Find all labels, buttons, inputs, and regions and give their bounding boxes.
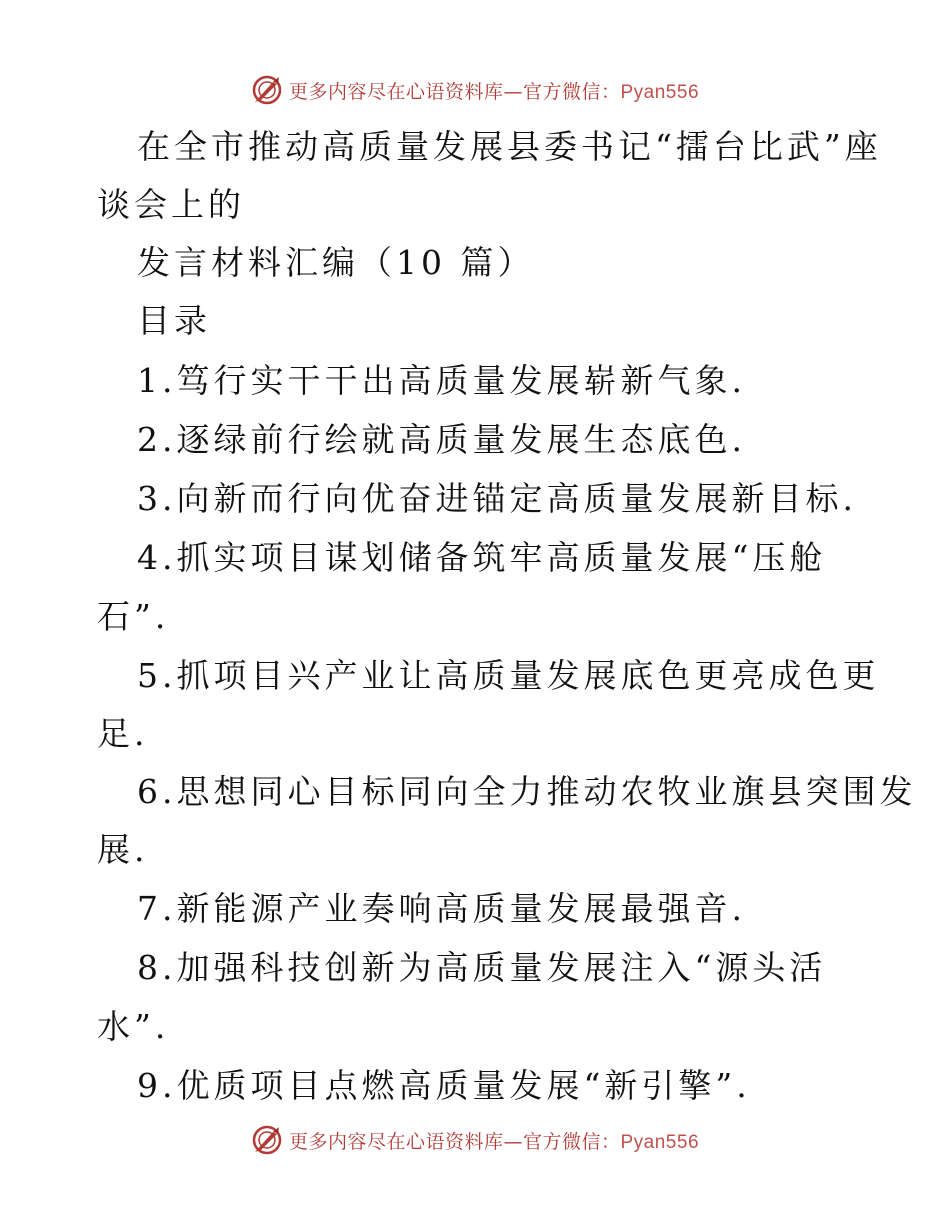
toc-item-continuation: 足. (97, 714, 149, 753)
toc-item-continuation: 水”. (97, 1007, 170, 1046)
watermark-handle: Pyan556 (620, 81, 700, 103)
watermark-handle: Pyan556 (620, 1131, 700, 1153)
title-line-2: 谈会上的 (97, 185, 245, 224)
title-line-1: 在全市推动高质量发展县委书记“擂台比武”座 (137, 127, 882, 166)
toc-heading: 目录 (137, 301, 211, 340)
quill-logo-icon (251, 74, 283, 106)
toc-item: 1.笃行实干干出高质量发展崭新气象. (137, 361, 746, 400)
toc-item: 7.新能源产业奏响高质量发展最强音. (137, 889, 746, 928)
watermark-text: 更多内容尽在心语资料库 (288, 1130, 504, 1153)
toc-item-continuation: 石”. (97, 597, 170, 636)
header-watermark (0, 70, 950, 110)
watermark-separator: — (503, 80, 523, 103)
watermark-text: 更多内容尽在心语资料库 (288, 80, 504, 103)
toc-item-continuation: 展. (97, 830, 149, 869)
quill-logo-icon (251, 1124, 283, 1156)
toc-item: 6.思想同心目标同向全力推动农牧业旗县突围发 (137, 772, 917, 811)
toc-item: 4.抓实项目谋划储备筑牢高质量发展“压舱 (137, 538, 827, 577)
toc-item: 8.加强科技创新为高质量发展注入“源头活 (137, 948, 827, 987)
toc-item: 9.优质项目点燃高质量发展“新引擎”. (137, 1066, 751, 1105)
toc-item: 5.抓项目兴产业让高质量发展底色更亮成色更 (137, 656, 880, 695)
toc-item: 2.逐绿前行绘就高质量发展生态底色. (137, 420, 746, 459)
watermark-label: 官方微信： (522, 1130, 621, 1153)
title-line-3: 发言材料汇编（10 篇） (137, 243, 535, 282)
footer-watermark (0, 1120, 950, 1160)
toc-item: 3.向新而行向优奋进锚定高质量发展新目标. (137, 479, 857, 518)
watermark-separator: — (503, 1130, 523, 1153)
watermark-label: 官方微信： (522, 80, 621, 103)
